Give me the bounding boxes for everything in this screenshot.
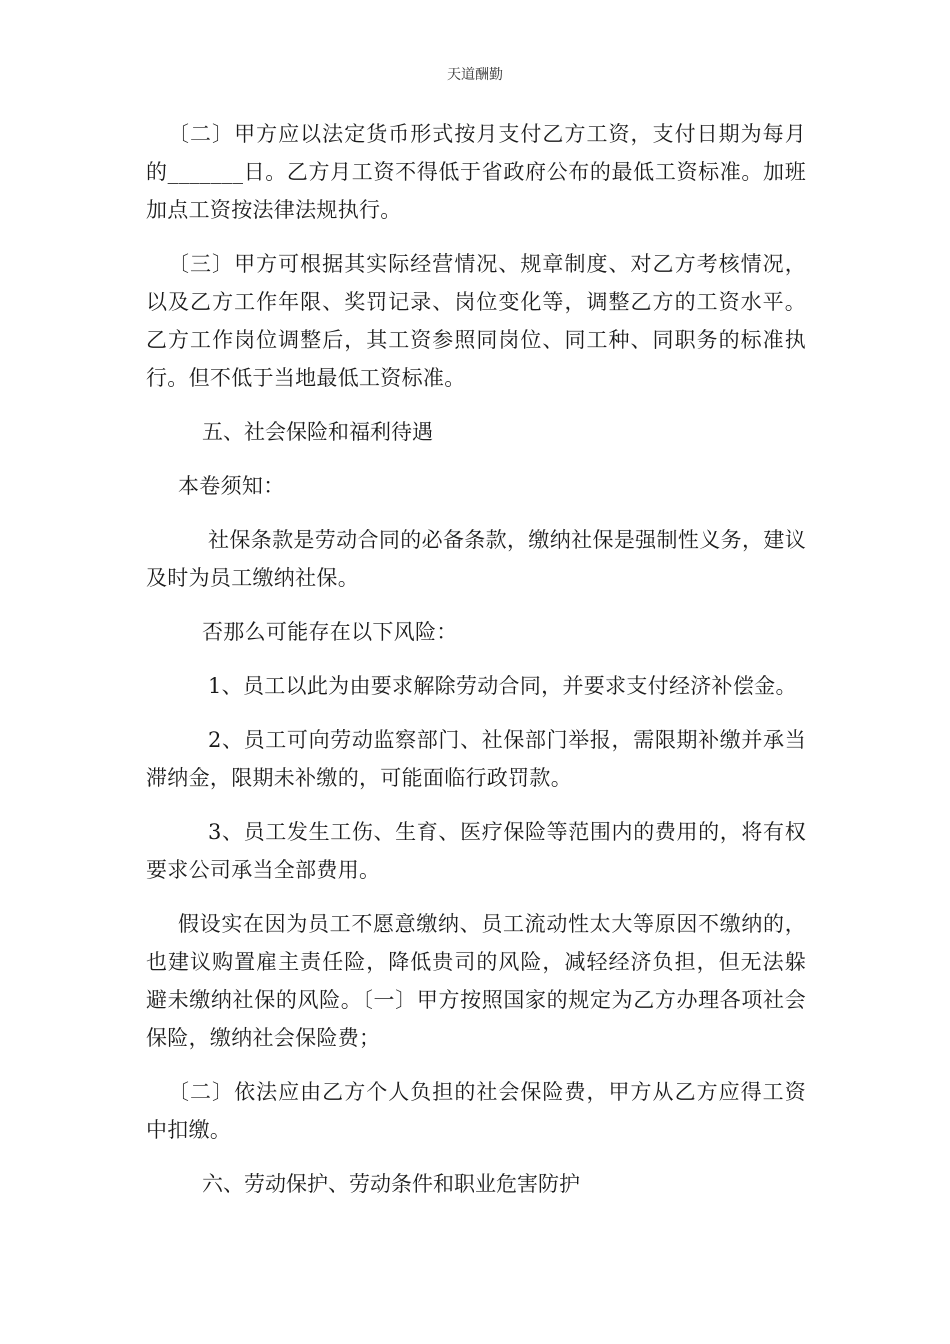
list-item-risk-3: 3、员工发生工伤、生育、医疗保险等范围内的费用的，将有权要求公司承当全部费用。 [146,820,806,882]
paragraph-employer-liability: 假设实在因为员工不愿意缴纳、员工流动性太大等原因不缴纳的，也建议购置雇主责任险，降低贵司的风险，减轻经济负担，但无法躲避未缴纳社保的风险。〔一〕甲方按照国家的规定为乙方办理各项社会保险，缴纳社会保险费； [146,912,806,1050]
paragraph-social-insurance-clause: 社保条款是劳动合同的必备条款，缴纳社保是强制性义务，建议及时为员工缴纳社保。 [146,528,806,590]
paragraph-wage-adjustment: 〔三〕甲方可根据其实际经营情况、规章制度、对乙方考核情况，以及乙方工作年限、奖罚记录、岗位变化等，调整乙方的工资水平。乙方工作岗位调整后，其工资参照同岗位、同工种、同职务的标准执行。但不低于当地最低工资标准。 [146,252,806,390]
section-heading-social-insurance: 五、社会保险和福利待遇 [202,420,433,444]
page-header: 天道酬勤 [447,67,503,83]
paragraph-notice-label: 本卷须知： [178,474,285,498]
paragraph-risk-intro: 否那么可能存在以下风险： [202,620,458,644]
document-body [146,115,806,1219]
section-heading-labor-protection: 六、劳动保护、劳动条件和职业危害防护 [202,1172,580,1196]
paragraph-wage-payment: 〔二〕甲方应以法定货币形式按月支付乙方工资，支付日期为每月的_______日。乙方月工资不得低于省政府公布的最低工资标准。加班加点工资按法律法规执行。 [146,122,806,222]
list-item-risk-2: 2、员工可向劳动监察部门、社保部门举报，需限期补缴并承当滞纳金，限期未补缴的，可能面临行政罚款。 [146,728,806,790]
paragraph-deduction: 〔二〕依法应由乙方个人负担的社会保险费，甲方从乙方应得工资中扣缴。 [146,1080,806,1142]
list-item-risk-1: 1、员工以此为由要求解除劳动合同，并要求支付经济补偿金。 [208,674,797,698]
